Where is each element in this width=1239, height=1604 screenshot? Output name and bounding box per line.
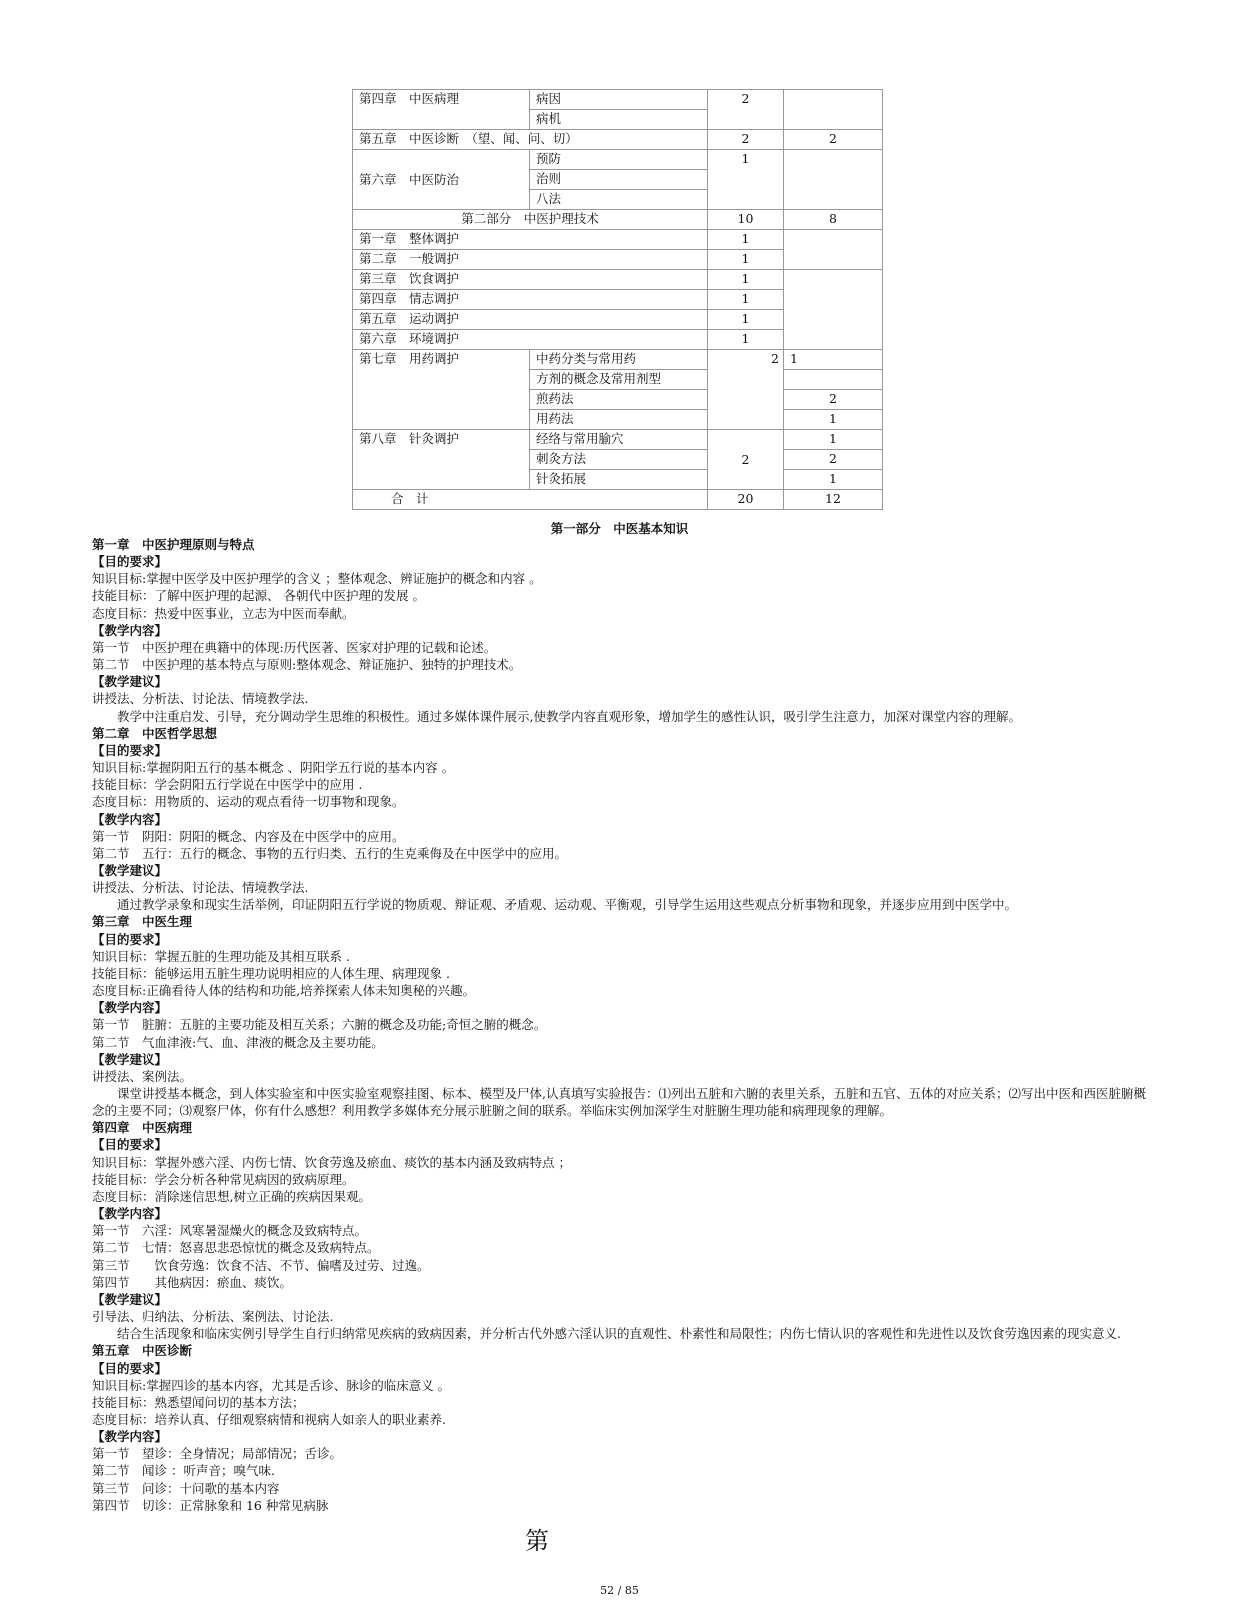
text-line: 第四节 其他病因：瘀血、痰饮。 <box>92 1274 293 1290</box>
text-line: 第一节 望诊：全身情况；局部情况；舌诊。 <box>92 1446 343 1462</box>
chapter-heading: 第一章 中医护理原则与特点 <box>92 537 255 552</box>
subheading: 【教学建议】 <box>92 862 168 878</box>
table-cell: 2 <box>708 350 784 430</box>
table-cell: 20 <box>708 490 784 510</box>
text-line: 技能目标：熟悉望闻问切的基本方法； <box>92 1394 305 1410</box>
subheading: 【教学建议】 <box>92 1291 168 1307</box>
table-cell: 10 <box>708 210 784 230</box>
table-cell: 1 <box>708 290 784 310</box>
table-cell: 第三章 饮食调护 <box>353 270 708 290</box>
table-cell: 第二部分 中医护理技术 <box>353 210 708 230</box>
text-line: 知识目标:掌握中医学及中医护理学的含义 ；整体观念、辨证施护的概念和内容 。 <box>92 571 542 587</box>
subheading: 【教学内容】 <box>92 622 168 638</box>
table-cell: 病机 <box>530 110 708 130</box>
table-cell: 1 <box>784 470 883 490</box>
text-line: 知识目标:掌握四诊的基本内容，尤其是舌诊、脉诊的临床意义 。 <box>92 1377 451 1393</box>
text-line: 知识目标:掌握阴阳五行的基本概念 、阴阳学五行说的基本内容 。 <box>92 760 455 776</box>
subheading: 【目的要求】 <box>92 742 168 758</box>
table-row <box>353 150 883 170</box>
table-cell: 第一章 整体调护 <box>353 230 708 250</box>
text-line: 第二节 中医护理的基本特点与原则:整体观念、辩证施护、独特的护理技术。 <box>92 657 522 673</box>
text-line: 引导法、归纳法、分析法、案例法、讨论法. <box>92 1309 334 1325</box>
chapter-heading: 第三章 中医生理 <box>92 914 193 930</box>
table-cell: 第四章 情志调护 <box>353 290 708 310</box>
table-cell: 经络与常用腧穴 <box>530 430 708 450</box>
text-line: 技能目标：学会分析各种常见病因的致病原理。 <box>92 1171 355 1187</box>
table-cell: 2 <box>708 430 784 490</box>
text-line: 讲授法、分析法、讨论法、情境教学法. <box>92 880 309 896</box>
table-row <box>353 130 883 150</box>
table-cell: 1 <box>784 430 883 450</box>
text-line: 技能目标：能够运用五脏生理功说明相应的人体生理、病理现象 . <box>92 965 450 981</box>
paragraph: 课堂讲授基本概念，到人体实验室和中医实验室观察挂图、标本、模型及尸体,认真填写实验报告：⑴列出五脏和六腑的表里关系，五脏和五官、五体的对应关系；⑵写出中医和西医脏腑概念的主要不同；⑶观察尸体，你有什么感想？利用教学多媒体充分展示脏腑之间的联系。举临床实例加深学生对脏腑生理功能和病理现象的理解。 <box>92 1086 1146 1119</box>
table-cell: 1 <box>708 270 784 290</box>
text-line: 知识目标：掌握外感六淫、内伤七情、饮食劳逸及瘀血、痰饮的基本内涵及致病特点 ； <box>92 1154 571 1170</box>
table-cell: 第五章 中医诊断 （望、闻、问、切） <box>353 130 708 150</box>
page-number: 52 / 85 <box>600 1584 639 1597</box>
table-cell <box>784 90 883 130</box>
table-cell: 1 <box>708 230 784 250</box>
table-cell: 用药法 <box>530 410 708 430</box>
paragraph: 结合生活现象和临床实例引导学生自行归纳常见疾病的致病因素，并分析古代外感六淫认识的直观性、朴素性和局限性；内伤七情认识的客观性和先进性以及饮食劳逸因素的现实意义. <box>117 1326 1121 1342</box>
table-cell: 合 计 <box>353 490 708 510</box>
subheading: 【目的要求】 <box>92 1137 168 1153</box>
table-row <box>353 490 883 510</box>
table-cell: 中药分类与常用药 <box>530 350 708 370</box>
table-row <box>353 430 883 450</box>
text-line: 态度目标：热爱中医事业，立志为中医而奉献。 <box>92 605 355 621</box>
table-cell <box>784 230 883 270</box>
text-line: 讲授法、案例法。 <box>92 1068 193 1084</box>
text-line: 技能目标：了解中医护理的起源、 各朝代中医护理的发展 。 <box>92 588 425 604</box>
text-line: 第二节 气血津液:气、血、津液的概念及主要功能。 <box>92 1034 384 1050</box>
table-cell: 1 <box>708 150 784 210</box>
table-cell <box>784 270 883 350</box>
text-line: 第一节 六淫：风寒暑湿燥火的概念及致病特点。 <box>92 1223 368 1239</box>
subheading: 【教学建议】 <box>92 674 168 690</box>
table-cell: 针灸拓展 <box>530 470 708 490</box>
text-line: 第一节 脏腑：五脏的主要功能及相互关系；六腑的概念及功能;奇恒之腑的概念。 <box>92 1017 547 1033</box>
table-cell: 2 <box>784 130 883 150</box>
table-row <box>353 230 883 250</box>
text-line: 第二节 七情：怒喜思悲恐惊忧的概念及致病特点。 <box>92 1240 380 1256</box>
chapter-heading: 第二章 中医哲学思想 <box>92 725 218 741</box>
table-row <box>353 350 883 370</box>
table-row <box>353 210 883 230</box>
table-cell: 第五章 运动调护 <box>353 310 708 330</box>
table-cell: 预防 <box>530 150 708 170</box>
paragraph: 通过教学录象和现实生活举例，印证阴阳五行学说的物质观、辩证观、矛盾观、运动观、平衡观，引导学生运用这些观点分析事物和现象，并逐步应用到中医学中。 <box>117 897 1018 913</box>
text-line: 第一节 中医护理在典籍中的体现:历代医著、医家对护理的记载和论述。 <box>92 639 497 655</box>
table-cell: 第四章 中医病理 <box>353 90 530 130</box>
table-cell: 病因 <box>530 90 708 110</box>
table-cell: 1 <box>708 310 784 330</box>
text-line: 讲授法、分析法、讨论法、情境教学法. <box>92 691 309 707</box>
table-cell: 第六章 中医防治 <box>353 150 530 210</box>
table-cell: 1 <box>784 410 883 430</box>
table-cell <box>784 370 883 390</box>
table-cell: 煎药法 <box>530 390 708 410</box>
table-cell: 方剂的概念及常用剂型 <box>530 370 708 390</box>
table-cell: 2 <box>784 450 883 470</box>
text-line: 第二节 闻诊 ：听声音；嗅气味. <box>92 1463 275 1479</box>
table-cell: 第七章 用药调护 <box>353 350 530 430</box>
text-line: 第三节 饮食劳逸：饮食不洁、不节、偏嗜及过劳、过逸。 <box>92 1257 430 1273</box>
table-cell: 2 <box>708 130 784 150</box>
table-row <box>353 270 883 290</box>
paragraph: 教学中注重启发、引导，充分调动学生思维的积极性。通过多媒体课件展示,使教学内容直观形象，增加学生的感性认识，吸引学生注意力，加深对课堂内容的理解。 <box>117 708 1021 724</box>
chapter-heading: 第五章 中医诊断 <box>92 1343 193 1359</box>
subheading: 【目的要求】 <box>92 1360 168 1376</box>
text-line: 态度目标:正确看待人体的结构和功能,培养探索人体未知奥秘的兴趣。 <box>92 983 476 999</box>
text-line: 技能目标：学会阴阳五行学说在中医学中的应用 . <box>92 777 363 793</box>
table-cell: 第二章 一般调护 <box>353 250 708 270</box>
text-line: 第三节 问诊：十问歌的基本内容 <box>92 1480 280 1496</box>
table-cell: 8 <box>784 210 883 230</box>
text-line: 态度目标：用物质的、运动的观点看待一切事物和现象。 <box>92 794 405 810</box>
table-cell <box>784 150 883 210</box>
chapter-heading: 第四章 中医病理 <box>92 1120 193 1136</box>
curriculum-table <box>352 89 882 519</box>
table-cell: 第六章 环境调护 <box>353 330 708 350</box>
table-cell: 第八章 针灸调护 <box>353 430 530 490</box>
document-body <box>92 536 1152 1514</box>
table-cell: 1 <box>784 350 883 370</box>
text-line: 第二节 五行：五行的概念、事物的五行归类、五行的生克乘侮及在中医学中的应用。 <box>92 845 568 861</box>
text-line: 知识目标：掌握五脏的生理功能及其相互联系 . <box>92 948 350 964</box>
text-line: 态度目标：消除迷信思想,树立正确的疾病因果观。 <box>92 1188 371 1204</box>
subheading: 【教学内容】 <box>92 1000 168 1016</box>
text-line: 第一节 阴阳：阴阳的概念、内容及在中医学中的应用。 <box>92 828 405 844</box>
subheading: 【教学内容】 <box>92 1429 168 1445</box>
table-cell: 2 <box>708 90 784 130</box>
subheading: 【目的要求】 <box>92 554 168 570</box>
subheading: 【教学内容】 <box>92 1206 168 1222</box>
subheading: 【教学内容】 <box>92 811 168 827</box>
table-cell: 1 <box>708 250 784 270</box>
table-row <box>353 90 883 110</box>
table-cell: 12 <box>784 490 883 510</box>
subheading: 【目的要求】 <box>92 931 168 947</box>
table-cell: 刺灸方法 <box>530 450 708 470</box>
table-cell: 治则 <box>530 170 708 190</box>
footer-character: 第 <box>525 1527 549 1555</box>
section-title: 第一部分 中医基本知识 <box>550 521 689 536</box>
subheading: 【教学建议】 <box>92 1051 168 1067</box>
table-cell: 2 <box>784 390 883 410</box>
text-line: 态度目标：培养认真、仔细观察病情和视病人如亲人的职业素养. <box>92 1411 446 1427</box>
table-cell: 八法 <box>530 190 708 210</box>
text-line: 第四节 切诊：正常脉象和 16 种常见病脉 <box>92 1497 329 1513</box>
table-cell: 1 <box>708 330 784 350</box>
